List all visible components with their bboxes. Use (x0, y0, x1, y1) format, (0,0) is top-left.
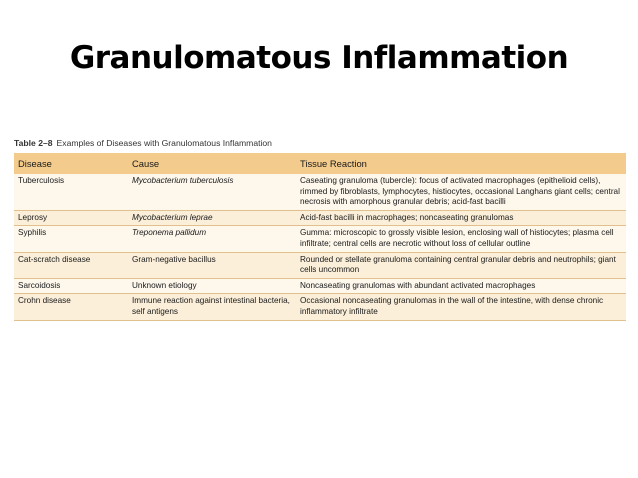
column-header-disease: Disease (18, 158, 52, 169)
tissue-reaction-cell: Caseating granuloma (tubercle): focus of activated macrophages (epithelioid cells), rimmed by fibroblasts, lymphocytes, histiocytes, occasional Langhans giant cells; central necrosis with amorphous granular debris; acid-fast bacilli (296, 174, 626, 210)
column-header-cause: Cause (132, 158, 160, 169)
table-row (14, 174, 626, 210)
table-caption-text: Examples of Diseases with Granulomatous Inflammation (56, 138, 272, 148)
cause-cell: Immune reaction against intestinal bacteria, self antigens (128, 294, 296, 320)
table-figure (14, 137, 626, 321)
table-row (14, 226, 626, 252)
cause-cell: Mycobacterium leprae (128, 210, 296, 226)
disease-cell: Crohn disease (14, 294, 128, 320)
table-row (14, 278, 626, 294)
disease-cell: Syphilis (14, 226, 128, 252)
disease-cell: Sarcoidosis (14, 278, 128, 294)
table-row (14, 252, 626, 278)
table-row (14, 210, 626, 226)
tissue-reaction-cell: Rounded or stellate granuloma containing central granular debris and neutrophils; giant cells uncommon (296, 252, 626, 278)
tissue-reaction-cell: Gumma: microscopic to grossly visible lesion, enclosing wall of histiocytes; plasma cell infiltrate; central cells are necrotic without loss of cellular outline (296, 226, 626, 252)
tissue-reaction-cell: Noncaseating granulomas with abundant activated macrophages (296, 278, 626, 294)
table-header-row (14, 153, 626, 174)
tissue-reaction-cell: Acid-fast bacilli in macrophages; noncaseating granulomas (296, 210, 626, 226)
cause-cell: Mycobacterium tuberculosis (128, 174, 296, 210)
disease-cell: Leprosy (14, 210, 128, 226)
disease-table (14, 153, 626, 321)
tissue-reaction-cell: Occasional noncaseating granulomas in the wall of the intestine, with dense chronic inflammatory infiltrate (296, 294, 626, 320)
table-row (14, 294, 626, 320)
cause-cell: Treponema pallidum (128, 226, 296, 252)
cause-cell: Unknown etiology (128, 278, 296, 294)
disease-cell: Tuberculosis (14, 174, 128, 210)
column-header-tissue-reaction: Tissue Reaction (300, 158, 367, 169)
table-caption (14, 137, 626, 149)
table-caption-label: Table 2–8 (14, 138, 53, 148)
cause-cell: Gram-negative bacillus (128, 252, 296, 278)
slide-title: Granulomatous Inflammation (69, 40, 569, 76)
disease-cell: Cat-scratch disease (14, 252, 128, 278)
